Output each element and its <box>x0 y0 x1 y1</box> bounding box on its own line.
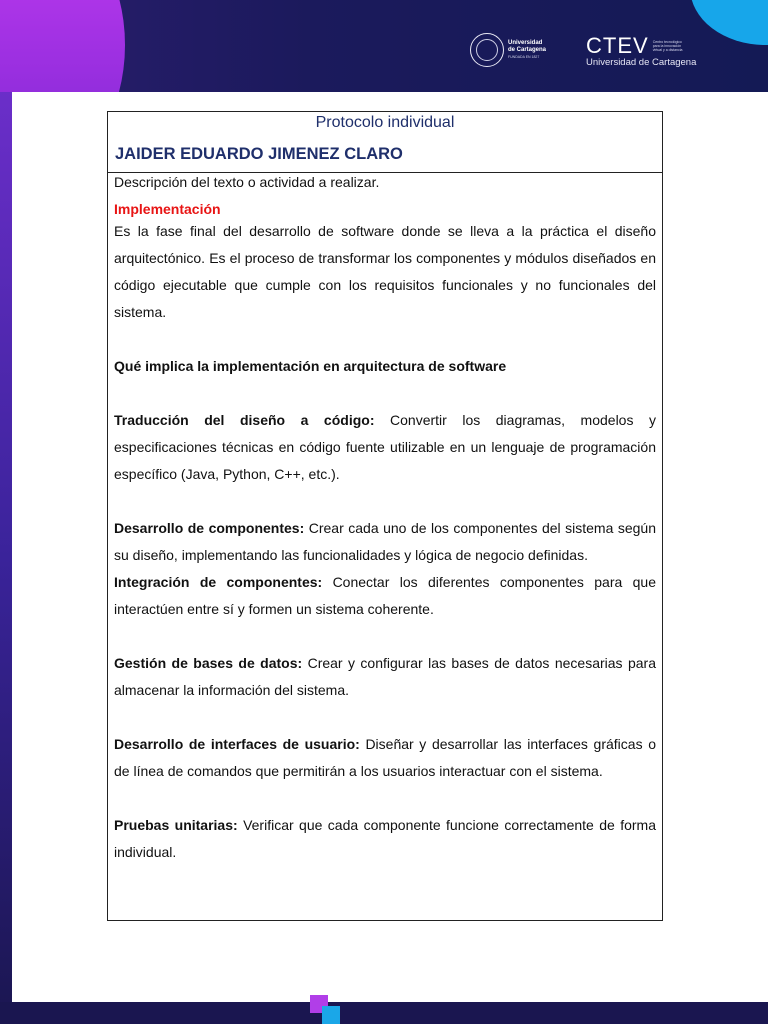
author-name: JAIDER EDUARDO JIMENEZ CLARO <box>115 145 403 163</box>
document-title: Protocolo individual <box>315 114 455 131</box>
section-heading: Implementación <box>114 201 221 217</box>
item-text: Conectar los diferentes componentes para que interactúen entre sí y formen un sistema coherente. <box>114 574 656 617</box>
list-item <box>114 569 656 623</box>
ctev-tagline: Centro tecnológico para la innovación virtual y a distancia <box>652 40 683 52</box>
item-term: Desarrollo de componentes: <box>114 520 305 536</box>
ctev-subtitle: Universidad de Cartagena <box>586 57 697 68</box>
university-name-line2: de Cartagena <box>508 46 547 53</box>
header-band <box>0 0 768 92</box>
protocol-content-cell <box>108 173 662 866</box>
subheading: Qué implica la implementación en arquitectura de software <box>114 358 507 374</box>
intro-paragraph: Es la fase final del desarrollo de software donde se lleva a la práctica el diseño arquitectónico. Es el proceso de transformar los componentes y módulos diseñados en código ejecutable que cumple con los requisitos funcionales y no funcionales del sistema. <box>114 223 656 320</box>
footer-band <box>0 1002 768 1024</box>
item-text: Diseñar y desarrollar las interfaces gráficas o de línea de comandos que permitirán a los usuarios interactuar con el sistema. <box>114 736 656 779</box>
university-seal-icon <box>470 33 504 67</box>
protocol-header-cell <box>108 112 662 173</box>
item-text: Verificar que cada componente funcione correctamente de forma individual. <box>114 817 657 860</box>
university-founded: FUNDADA EN 1827 <box>508 54 540 59</box>
description-label: Descripción del texto o actividad a realizar. <box>114 174 380 190</box>
university-name-line1: Universidad <box>508 39 543 46</box>
left-decorative-stripe <box>0 92 12 1024</box>
item-text: Convertir los diagramas, modelos y especificaciones técnicas en código fuente utilizable en un lenguaje de programación específico (Java, Python, C++, etc.). <box>114 412 656 482</box>
list-item <box>114 407 656 488</box>
item-text: Crear cada uno de los componentes del sistema según su diseño, implementando las funcionalidades y lógica de negocio definidas. <box>114 520 656 563</box>
decorative-purple-shape <box>0 0 125 92</box>
list-item <box>114 650 656 704</box>
item-term: Desarrollo de interfaces de usuario: <box>114 736 360 752</box>
list-item <box>114 812 656 866</box>
decorative-cyan-shape <box>690 0 768 45</box>
footer-cyan-square <box>322 1006 340 1024</box>
universidad-de-cartagena-logo <box>470 31 546 69</box>
item-term: Traducción del diseño a código: <box>114 412 375 428</box>
protocol-table <box>107 111 663 921</box>
list-item <box>114 515 656 569</box>
ctev-logo <box>586 33 697 68</box>
item-term: Integración de componentes: <box>114 574 323 590</box>
item-text: Crear y configurar las bases de datos necesarias para almacenar la información del sistema. <box>114 655 656 698</box>
item-term: Pruebas unitarias: <box>114 817 238 833</box>
list-item <box>114 731 656 785</box>
item-term: Gestión de bases de datos: <box>114 655 303 671</box>
ctev-wordmark: CTEV <box>586 33 649 58</box>
